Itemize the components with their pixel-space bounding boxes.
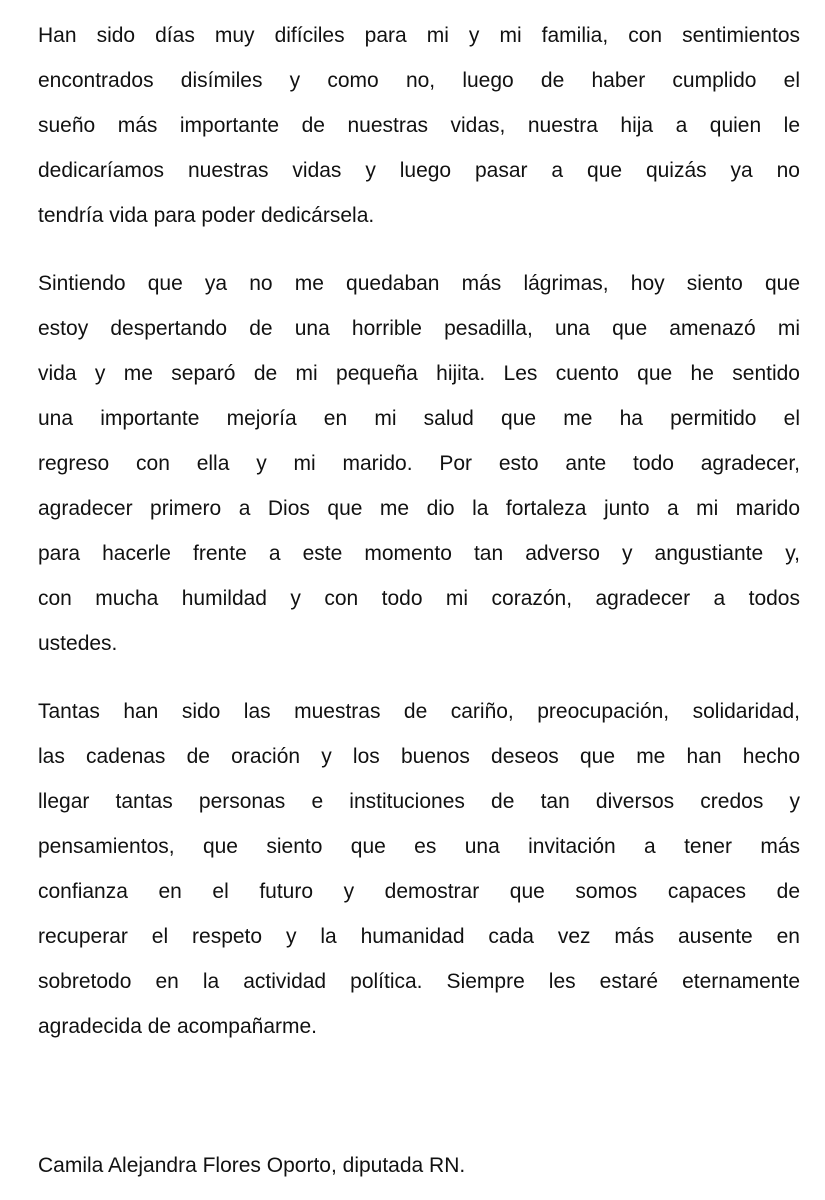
paragraph [38, 13, 800, 238]
text-line: pensamientos, que siento que es una invitación a tener más [38, 835, 800, 858]
text-line: una importante mejoría en mi salud que me ha permitido el [38, 407, 800, 430]
text-line: vida y me separó de mi pequeña hijita. Les cuento que he sentido [38, 362, 800, 385]
text-line: Tantas han sido las muestras de cariño, preocupación, solidaridad, [38, 700, 800, 723]
text-line: tendría vida para poder dedicársela. [38, 204, 375, 227]
text-line: sueño más importante de nuestras vidas, nuestra hija a quien le [38, 114, 800, 137]
paragraph [38, 689, 800, 1049]
text-line: llegar tantas personas e instituciones de tan diversos credos y [38, 790, 800, 813]
text-line: sobretodo en la actividad política. Siempre les estaré eternamente [38, 970, 800, 993]
text-line: con mucha humildad y con todo mi corazón, agradecer a todos [38, 587, 800, 610]
text-line: recuperar el respeto y la humanidad cada vez más ausente en [38, 925, 800, 948]
text-line: confianza en el futuro y demostrar que somos capaces de [38, 880, 800, 903]
letter-body [38, 13, 800, 1072]
text-line: encontrados disímiles y como no, luego de haber cumplido el [38, 69, 800, 92]
text-line: para hacerle frente a este momento tan adverso y angustiante y, [38, 542, 800, 565]
signature: Camila Alejandra Flores Oporto, diputada RN. [38, 1154, 466, 1177]
text-line: estoy despertando de una horrible pesadilla, una que amenazó mi [38, 317, 800, 340]
text-line: regreso con ella y mi marido. Por esto ante todo agradecer, [38, 452, 800, 475]
text-line: agradecida de acompañarme. [38, 1015, 318, 1038]
text-line: dedicaríamos nuestras vidas y luego pasar a que quizás ya no [38, 159, 800, 182]
text-line: las cadenas de oración y los buenos deseos que me han hecho [38, 745, 800, 768]
text-line: agradecer primero a Dios que me dio la fortaleza junto a mi marido [38, 497, 800, 520]
text-line: Sintiendo que ya no me quedaban más lágrimas, hoy siento que [38, 272, 800, 295]
paragraph [38, 261, 800, 666]
text-line: ustedes. [38, 632, 118, 655]
text-line: Han sido días muy difíciles para mi y mi familia, con sentimientos [38, 24, 800, 47]
